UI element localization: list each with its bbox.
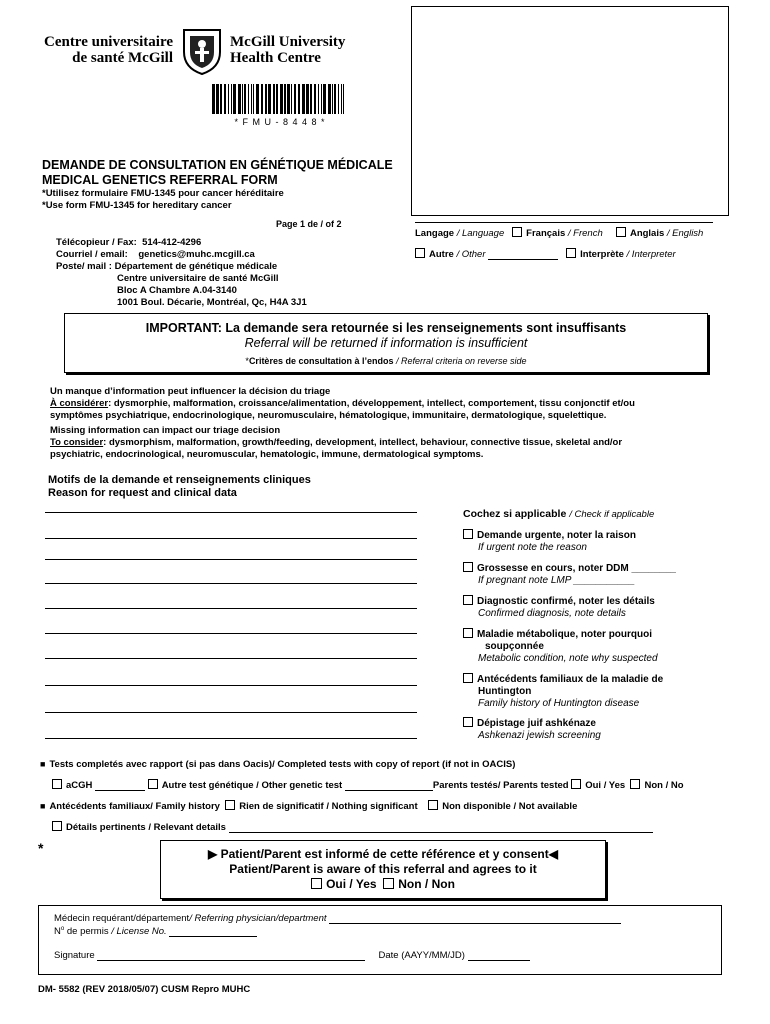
- mail-line2: Centre universitaire de santé McGill: [117, 273, 279, 284]
- consent-star: *: [38, 840, 44, 856]
- checklist-item-pregnancy[interactable]: [463, 562, 676, 587]
- footer-code: DM- 5582 (REV 2018/05/07) CUSM Repro MUHC: [38, 984, 251, 995]
- details-label: Détails pertinents / Relevant details: [66, 822, 226, 833]
- triage-fr-text2: symptômes psychiatrique, endocrinologique, neuromusculaire, hématologique, immunitaire, dermatologique, squelettique.: [50, 410, 607, 421]
- interpreter-label: Interprète: [580, 249, 624, 260]
- important-fr: IMPORTANT: La demande sera retournée si les renseignements sont insuffisants: [145, 321, 627, 335]
- pregnancy-checkbox[interactable]: [463, 562, 473, 572]
- ashkenazi-label: Dépistage juif ashkénaze: [477, 718, 596, 729]
- language-row: [415, 227, 703, 239]
- diagnosis-label: Diagnostic confirmé, noter les détails: [477, 596, 655, 607]
- logo-en-line2: Health Centre: [230, 50, 321, 66]
- parents-yes-label: Oui / Yes: [585, 780, 626, 791]
- physician-box: [38, 905, 722, 975]
- parents-tested-label: Parents testés/ Parents tested: [432, 780, 569, 791]
- criteria-en: / Referral criteria on reverse side: [396, 356, 527, 366]
- english-checkbox[interactable]: [616, 227, 626, 237]
- checklist-header-fr: Cochez si applicable: [463, 508, 567, 520]
- triage-en-label: To consider: [50, 437, 104, 448]
- logo-en-line1: McGill University: [230, 34, 346, 50]
- checklist-item-urgent[interactable]: [463, 529, 636, 554]
- consent-no-label: Non / Non: [398, 877, 455, 891]
- form-title-fr: DEMANDE DE CONSULTATION EN GÉNÉTIQUE MÉDICALE: [42, 158, 393, 172]
- checklist-item-metabolic[interactable]: [463, 628, 658, 665]
- diagnosis-label-en: Confirmed diagnosis, note details: [478, 608, 626, 619]
- details-field[interactable]: [229, 832, 653, 833]
- pointer-right-icon: ▶: [208, 847, 218, 861]
- consent-box: [160, 840, 606, 899]
- date-label: Date (AAYY/MM/JD): [378, 950, 465, 961]
- metabolic-label-2: soupçonnée: [485, 641, 544, 652]
- email-value: genetics@muhc.mcgill.ca: [138, 249, 255, 260]
- consent-fr: Patient/Parent est informé de cette référence et y consent: [220, 847, 549, 861]
- acgh-label: aCGH: [66, 780, 93, 791]
- english-label: Anglais: [629, 228, 665, 239]
- french-label-en: / French: [567, 228, 603, 239]
- pregnancy-label-en: If pregnant note LMP ___________: [478, 575, 635, 586]
- physician-label-en: / Referring physician/department: [189, 913, 327, 924]
- reason-title-fr: Motifs de la demande et renseignements cliniques: [48, 474, 311, 486]
- page-number: Page 1 de / of 2: [276, 219, 342, 229]
- urgent-label: Demande urgente, noter la raison: [477, 530, 636, 541]
- license-label: de permis: [66, 926, 109, 938]
- note-fr: *Utilisez formulaire FMU-1345 pour cancer héréditaire: [42, 188, 284, 199]
- checklist-item-huntington[interactable]: [463, 673, 663, 710]
- metabolic-checkbox[interactable]: [463, 628, 473, 638]
- reason-title-en: Reason for request and clinical data: [48, 487, 237, 499]
- nothing-significant-label: Rien de significatif / Nothing significant: [239, 801, 418, 812]
- triage-en-text: : dysmorphism, malformation, growth/feeding, development, intellect, behaviour, connective tissue, skeletal and/or: [103, 437, 623, 448]
- fax-label: Télécopieur / Fax:: [56, 237, 137, 248]
- consent-yes-label: Oui / Yes: [326, 877, 377, 891]
- barcode: [210, 84, 350, 126]
- acgh-checkbox[interactable]: [52, 779, 62, 789]
- parents-no-label: Non / No: [644, 780, 684, 791]
- ashkenazi-checkbox[interactable]: [463, 717, 473, 727]
- metabolic-label: Maladie métabolique, noter pourquoi: [477, 629, 653, 640]
- diagnosis-checkbox[interactable]: [463, 595, 473, 605]
- fax-value: 514-412-4296: [142, 237, 202, 248]
- email-label: Courriel / email:: [56, 249, 128, 260]
- license-label-en: / License No.: [111, 926, 167, 938]
- other-test-label: Autre test génétique / Other genetic test: [161, 780, 343, 791]
- criteria-star: *: [245, 356, 249, 366]
- language-label: Langage: [415, 228, 455, 239]
- date-field[interactable]: [468, 960, 530, 961]
- huntington-checkbox[interactable]: [463, 673, 473, 683]
- form-title-en: MEDICAL GENETICS REFERRAL FORM: [42, 173, 278, 187]
- triage-fr-intro: Un manque d’information peut influencer la décision du triage: [50, 386, 331, 397]
- tests-line: Tests completés avec rapport (si pas dans Oacis)/ Completed tests with copy of report (if not in OACIS): [49, 759, 516, 770]
- logo: [38, 34, 358, 78]
- consent-yes-checkbox[interactable]: [311, 878, 322, 889]
- urgent-label-en: If urgent note the reason: [478, 542, 587, 553]
- language-label-en: / Language: [456, 228, 505, 239]
- huntington-label-en: Family history of Huntington disease: [478, 698, 640, 709]
- triage-fr-label: À considérer: [50, 398, 109, 409]
- bullet-icon: ■: [40, 801, 46, 811]
- not-available-checkbox[interactable]: [428, 800, 438, 810]
- other-test-checkbox[interactable]: [148, 779, 158, 789]
- mail-line3: Bloc A Chambre A.04-3140: [117, 285, 237, 296]
- ashkenazi-label-en: Ashkenazi jewish screening: [478, 730, 601, 741]
- other-label: Autre: [429, 249, 454, 260]
- other-language-checkbox[interactable]: [415, 248, 425, 258]
- pointer-left-icon: ◀: [548, 847, 558, 861]
- license-field[interactable]: [169, 936, 257, 937]
- language-divider: [415, 222, 713, 223]
- bullet-icon: ■: [40, 759, 46, 769]
- signature-label: Signature: [54, 950, 95, 961]
- triage-section: [50, 386, 635, 461]
- parents-no-checkbox[interactable]: [630, 779, 640, 789]
- pregnancy-label: Grossesse en cours, noter DDM ________: [477, 563, 676, 574]
- other-language-field[interactable]: [488, 259, 558, 260]
- logo-fr-line1: Centre universitaire: [43, 34, 173, 50]
- acgh-field[interactable]: [95, 790, 145, 791]
- family-history-label: Antécédents familiaux/ Family history: [49, 801, 220, 812]
- parents-yes-checkbox[interactable]: [571, 779, 581, 789]
- barcode-text: * F M U - 8 4 4 8 *: [234, 117, 326, 127]
- patient-label-box[interactable]: [411, 6, 729, 216]
- triage-fr-text: : dysmorphie, malformation, croissance/alimentation, développement, intellect, comportement, tissu conjonctif et/ou: [108, 398, 635, 409]
- triage-en-text2: psychiatric, endocrinological, neuromuscular, hematologic, immune, dermatological symptoms.: [50, 449, 484, 460]
- mail-label: Poste/ mail :: [56, 261, 112, 272]
- important-box: [64, 313, 708, 373]
- checklist-item-ashkenazi[interactable]: [463, 717, 601, 742]
- note-en: *Use form FMU-1345 for hereditary cancer: [42, 200, 232, 211]
- not-available-label: Non disponible / Not available: [442, 801, 578, 812]
- interpreter-label-en: / Interpreter: [626, 249, 676, 260]
- huntington-label: Antécédents familiaux de la maladie de: [477, 674, 664, 685]
- logo-fr-line2: de santé McGill: [72, 50, 173, 66]
- mail-line1: Département de génétique médicale: [114, 261, 278, 272]
- muhc-crest-icon: [180, 26, 224, 76]
- other-label-en: / Other: [456, 249, 486, 260]
- nothing-significant-checkbox[interactable]: [225, 800, 235, 810]
- language-row-2: [415, 248, 676, 260]
- criteria-fr: Critères de consultation à l’endos: [248, 356, 394, 366]
- physician-field[interactable]: [329, 923, 621, 924]
- important-en: Referral will be returned if information is insufficient: [244, 336, 528, 350]
- checklist-header-en: / Check if applicable: [569, 509, 655, 520]
- triage-en-intro: Missing information can impact our triage decision: [50, 425, 281, 436]
- consent-no-checkbox[interactable]: [383, 878, 394, 889]
- interpreter-checkbox[interactable]: [566, 248, 576, 258]
- license-n-label: $N^o$: [54, 926, 65, 938]
- french-checkbox[interactable]: [512, 227, 522, 237]
- physician-label: Médecin requérant/département: [54, 913, 190, 924]
- details-checkbox[interactable]: [52, 821, 62, 831]
- urgent-checkbox[interactable]: [463, 529, 473, 539]
- barcode-bars: [210, 84, 350, 114]
- metabolic-label-en: Metabolic condition, note why suspected: [478, 653, 658, 664]
- huntington-label-2: Huntington: [478, 686, 532, 697]
- consent-en: Patient/Parent is aware of this referral and agrees to it: [229, 862, 537, 876]
- english-label-en: / English: [666, 228, 704, 239]
- other-test-field[interactable]: [345, 790, 433, 791]
- mail-line4: 1001 Boul. Décarie, Montréal, Qc, H4A 3J1: [117, 297, 307, 308]
- checklist-item-diagnosis[interactable]: [463, 595, 655, 620]
- french-label: Français: [526, 228, 566, 239]
- signature-field[interactable]: [97, 960, 365, 961]
